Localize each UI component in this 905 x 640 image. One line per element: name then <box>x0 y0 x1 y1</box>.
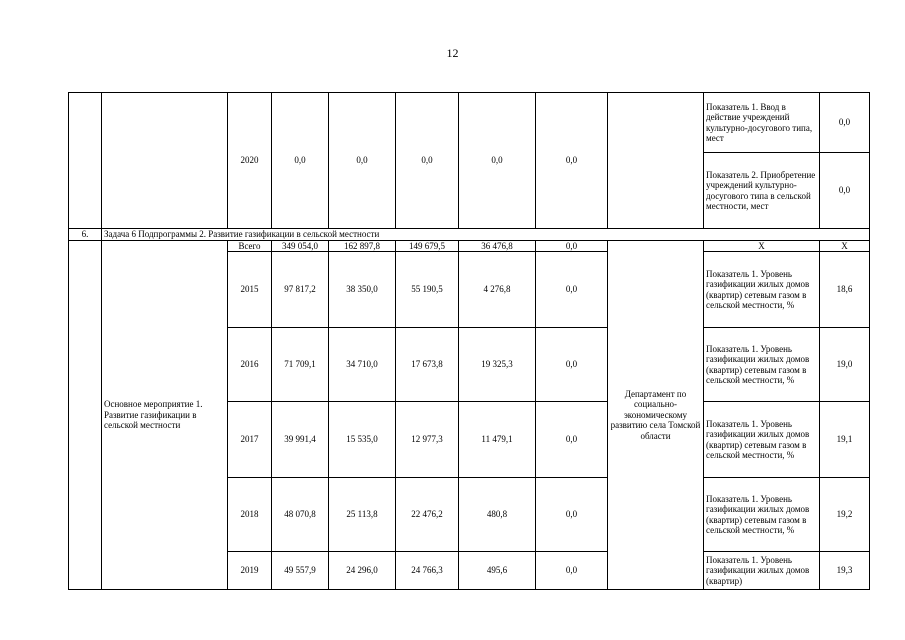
value-cell: 0,0 <box>536 552 608 590</box>
indicator-value-cell: 18,6 <box>820 252 870 328</box>
value-cell: 19 325,3 <box>459 328 536 402</box>
value-cell: 0,0 <box>459 93 536 229</box>
value-cell: 22 476,2 <box>396 478 459 552</box>
value-cell: 11 479,1 <box>459 402 536 478</box>
indicator-value-cell: 19,0 <box>820 328 870 402</box>
indicator-value-cell: Х <box>820 240 870 252</box>
value-cell: 38 350,0 <box>329 252 396 328</box>
value-cell: 349 054,0 <box>272 240 329 252</box>
table-row <box>69 93 870 153</box>
indicator-cell: Показатель 1. Уровень газификации жилых домов (квартир) сетевым газом в сельской местности, % <box>704 328 820 402</box>
indicator-cell: Показатель 1. Уровень газификации жилых домов (квартир) сетевым газом в сельской местности, % <box>704 478 820 552</box>
value-cell: 71 709,1 <box>272 328 329 402</box>
empty-cell <box>69 93 102 229</box>
indicator-cell: Показатель 1. Уровень газификации жилых домов (квартир) сетевым газом в сельской местности, % <box>704 252 820 328</box>
page-number: 12 <box>446 46 459 60</box>
value-cell: 97 817,2 <box>272 252 329 328</box>
value-cell: 0,0 <box>536 328 608 402</box>
department-cell: Департамент по социально-экономическому развитию села Томской области <box>608 240 704 590</box>
task-title: Задача 6 Подпрограммы 2. Развитие газификации в сельской местности <box>102 229 870 241</box>
value-cell: 49 557,9 <box>272 552 329 590</box>
year-cell: 2016 <box>228 328 272 402</box>
indicator-cell: Показатель 1. Уровень газификации жилых домов (квартир) сетевым газом в сельской местности, % <box>704 402 820 478</box>
value-cell: 25 113,8 <box>329 478 396 552</box>
indicator-value-cell: 19,2 <box>820 478 870 552</box>
value-cell: 17 673,8 <box>396 328 459 402</box>
empty-cell <box>608 93 704 229</box>
year-cell: Всего <box>228 240 272 252</box>
program-table <box>68 92 870 590</box>
value-cell: 0,0 <box>536 252 608 328</box>
value-cell: 36 476,8 <box>459 240 536 252</box>
value-cell: 24 766,3 <box>396 552 459 590</box>
indicator-cell: Показатель 1. Ввод в действие учреждений культурно-досугового типа, мест <box>704 93 820 153</box>
value-cell: 0,0 <box>272 93 329 229</box>
value-cell: 39 991,4 <box>272 402 329 478</box>
value-cell: 4 276,8 <box>459 252 536 328</box>
task-number: 6. <box>69 229 102 241</box>
value-cell: 0,0 <box>536 240 608 252</box>
value-cell: 0,0 <box>396 93 459 229</box>
indicator-cell: Х <box>704 240 820 252</box>
value-cell: 149 679,5 <box>396 240 459 252</box>
empty-cell <box>102 93 228 229</box>
value-cell: 0,0 <box>329 93 396 229</box>
year-cell: 2015 <box>228 252 272 328</box>
year-cell: 2019 <box>228 552 272 590</box>
value-cell: 34 710,0 <box>329 328 396 402</box>
value-cell: 48 070,8 <box>272 478 329 552</box>
indicator-cell: Показатель 1. Уровень газификации жилых домов (квартир) <box>704 552 820 590</box>
year-cell: 2017 <box>228 402 272 478</box>
value-cell: 0,0 <box>536 478 608 552</box>
value-cell: 480,8 <box>459 478 536 552</box>
indicator-value-cell: 19,1 <box>820 402 870 478</box>
value-cell: 0,0 <box>536 93 608 229</box>
value-cell: 15 535,0 <box>329 402 396 478</box>
task-row <box>69 229 870 241</box>
value-cell: 12 977,3 <box>396 402 459 478</box>
value-cell: 24 296,0 <box>329 552 396 590</box>
indicator-value-cell: 19,3 <box>820 552 870 590</box>
indicator-cell: Показатель 2. Приобретение учреждений культурно-досугового типа в сельской местности, мест <box>704 153 820 229</box>
indicator-value-cell: 0,0 <box>820 93 870 153</box>
year-cell: 2018 <box>228 478 272 552</box>
value-cell: 55 190,5 <box>396 252 459 328</box>
empty-cell <box>69 240 102 590</box>
value-cell: 162 897,8 <box>329 240 396 252</box>
total-row <box>69 240 870 252</box>
indicator-value-cell: 0,0 <box>820 153 870 229</box>
year-cell: 2020 <box>228 93 272 229</box>
value-cell: 0,0 <box>536 402 608 478</box>
measure-name: Основное мероприятие 1. Развитие газификации в сельской местности <box>102 240 228 590</box>
value-cell: 495,6 <box>459 552 536 590</box>
